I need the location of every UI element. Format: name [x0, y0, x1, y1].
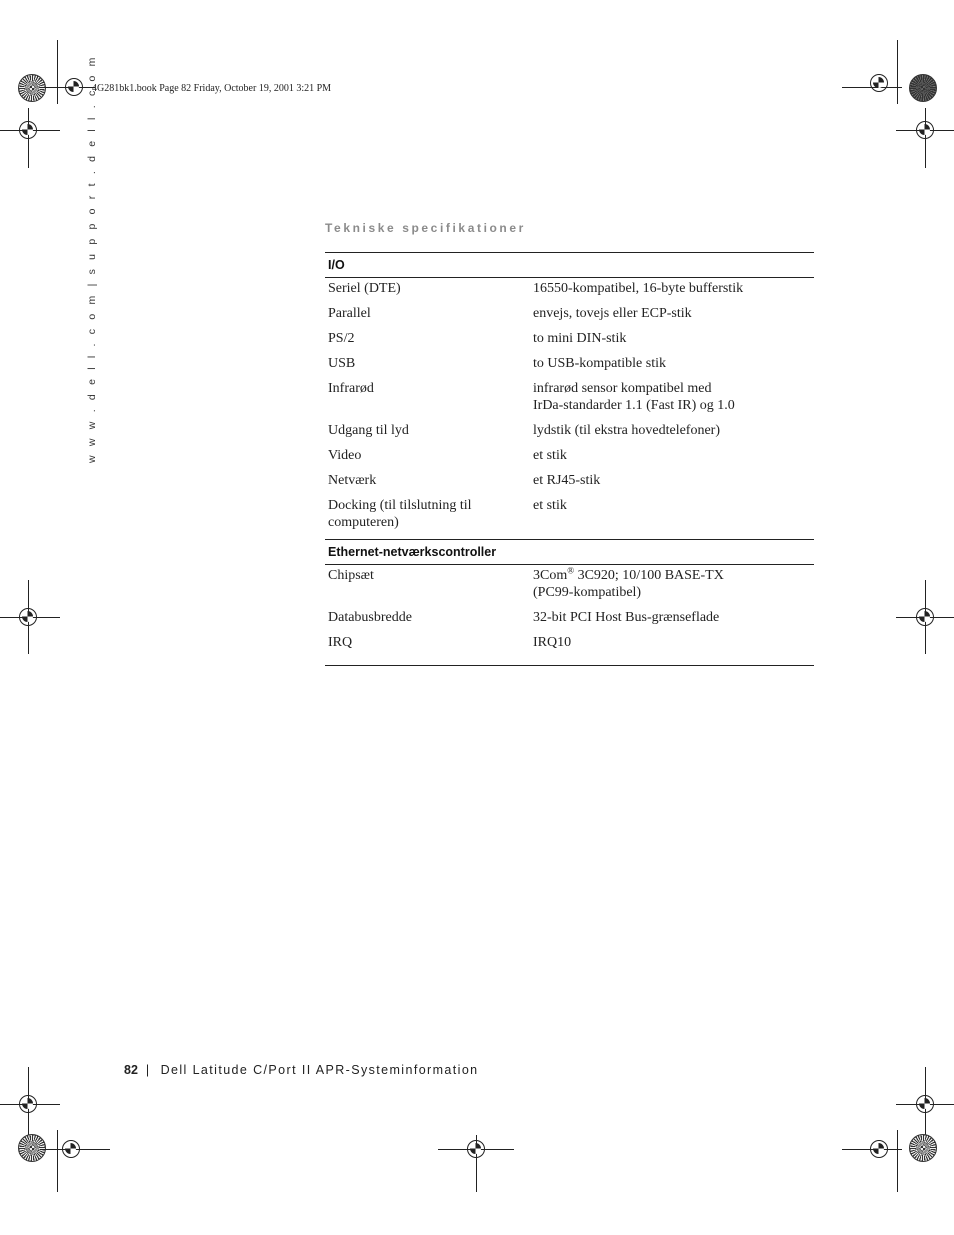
- registration-mark-icon: [65, 78, 83, 96]
- registration-mark-icon: [19, 608, 37, 626]
- spec-value: [530, 566, 814, 609]
- group-title: I/O: [325, 253, 814, 278]
- table-row: [325, 422, 814, 447]
- spec-label-line: computeren): [328, 515, 399, 530]
- registration-mark-icon: [916, 121, 934, 139]
- registration-star-icon: [18, 74, 46, 102]
- spec-label: PS/2: [328, 331, 355, 346]
- spec-label-line: Docking (til tilslutning til: [328, 498, 472, 513]
- group-header-ethernet: [325, 540, 814, 565]
- spec-label: Infrarød: [328, 381, 374, 396]
- spec-value: [530, 380, 814, 422]
- spec-value: lydstik (til ekstra hovedtelefoner): [533, 423, 720, 438]
- crop-line: [57, 1130, 58, 1192]
- table-row: [325, 380, 814, 422]
- registration-star-icon: [909, 74, 937, 102]
- spec-label: Video: [328, 448, 362, 463]
- table-row: [325, 566, 814, 609]
- spec-label: Databusbredde: [328, 610, 412, 625]
- spec-table: [325, 252, 814, 666]
- registration-mark-icon: [916, 608, 934, 626]
- crop-line: [897, 1130, 898, 1192]
- spec-value-line: infrarød sensor kompatibel med: [533, 381, 712, 396]
- spec-value: 32-bit PCI Host Bus-grænseflade: [533, 610, 720, 625]
- spec-value: et RJ45-stik: [533, 473, 601, 488]
- spec-value-line: IrDa-standarder 1.1 (Fast IR) og 1.0: [533, 398, 735, 413]
- footer-separator: |: [145, 1063, 151, 1077]
- crop-line: [897, 40, 898, 104]
- registration-mark-icon: [19, 121, 37, 139]
- table-row: [325, 279, 814, 305]
- file-info: 4G281bk1.book Page 82 Friday, October 19, 2001 3:21 PM: [92, 83, 332, 94]
- page-number: 82: [124, 1063, 138, 1077]
- registration-mark-icon: [62, 1140, 80, 1158]
- spec-label: Parallel: [328, 306, 371, 321]
- spec-label: [325, 497, 530, 540]
- spec-value: to USB-kompatible stik: [533, 356, 666, 371]
- spec-label: Netværk: [328, 473, 377, 488]
- page-footer: [124, 1063, 479, 1077]
- table-row: [325, 609, 814, 634]
- spec-value: to mini DIN-stik: [533, 331, 627, 346]
- spec-label: USB: [328, 356, 356, 371]
- table-row: [325, 634, 814, 659]
- spec-value-line: [533, 567, 811, 584]
- spec-label: Chipsæt: [328, 568, 374, 583]
- table-row: [325, 305, 814, 330]
- table-row: [325, 330, 814, 355]
- spec-label: Seriel (DTE): [328, 281, 401, 296]
- section-title: Tekniske specifikationer: [325, 221, 526, 235]
- side-url: w w w . d e l l . c o m | s u p p o r t . d e l l . c o m: [86, 54, 98, 463]
- registration-mark-icon: [870, 1140, 888, 1158]
- registration-mark-icon: [467, 1140, 485, 1158]
- spec-value: et stik: [533, 448, 567, 463]
- spec-value: et stik: [533, 498, 567, 513]
- registration-mark-icon: [870, 74, 888, 92]
- registration-star-icon: [18, 1134, 46, 1162]
- table-row: [325, 447, 814, 472]
- table-row: [325, 355, 814, 380]
- footer-title: Dell Latitude C/Port II APR-Systeminformation: [160, 1063, 479, 1077]
- chip-model: 3C920; 10/100 BASE-TX: [574, 568, 724, 583]
- registration-star-icon: [909, 1134, 937, 1162]
- spec-value: IRQ10: [533, 635, 572, 650]
- group-header-io: [325, 253, 814, 278]
- brand-name: 3Com: [533, 568, 568, 583]
- table-row: [325, 497, 814, 540]
- group-title: Ethernet-netværkscontroller: [325, 540, 814, 565]
- spec-label: Udgang til lyd: [328, 423, 409, 438]
- registration-mark-icon: [916, 1095, 934, 1113]
- spec-value: 16550-kompatibel, 16-byte bufferstik: [533, 281, 744, 296]
- crop-line: [57, 40, 58, 104]
- spec-value: envejs, tovejs eller ECP-stik: [533, 306, 692, 321]
- spec-value-line: (PC99-kompatibel): [533, 585, 642, 600]
- registration-mark-icon: [19, 1095, 37, 1113]
- table-row: [325, 472, 814, 497]
- registered-mark: ®: [567, 565, 575, 576]
- spec-label: IRQ: [328, 635, 353, 650]
